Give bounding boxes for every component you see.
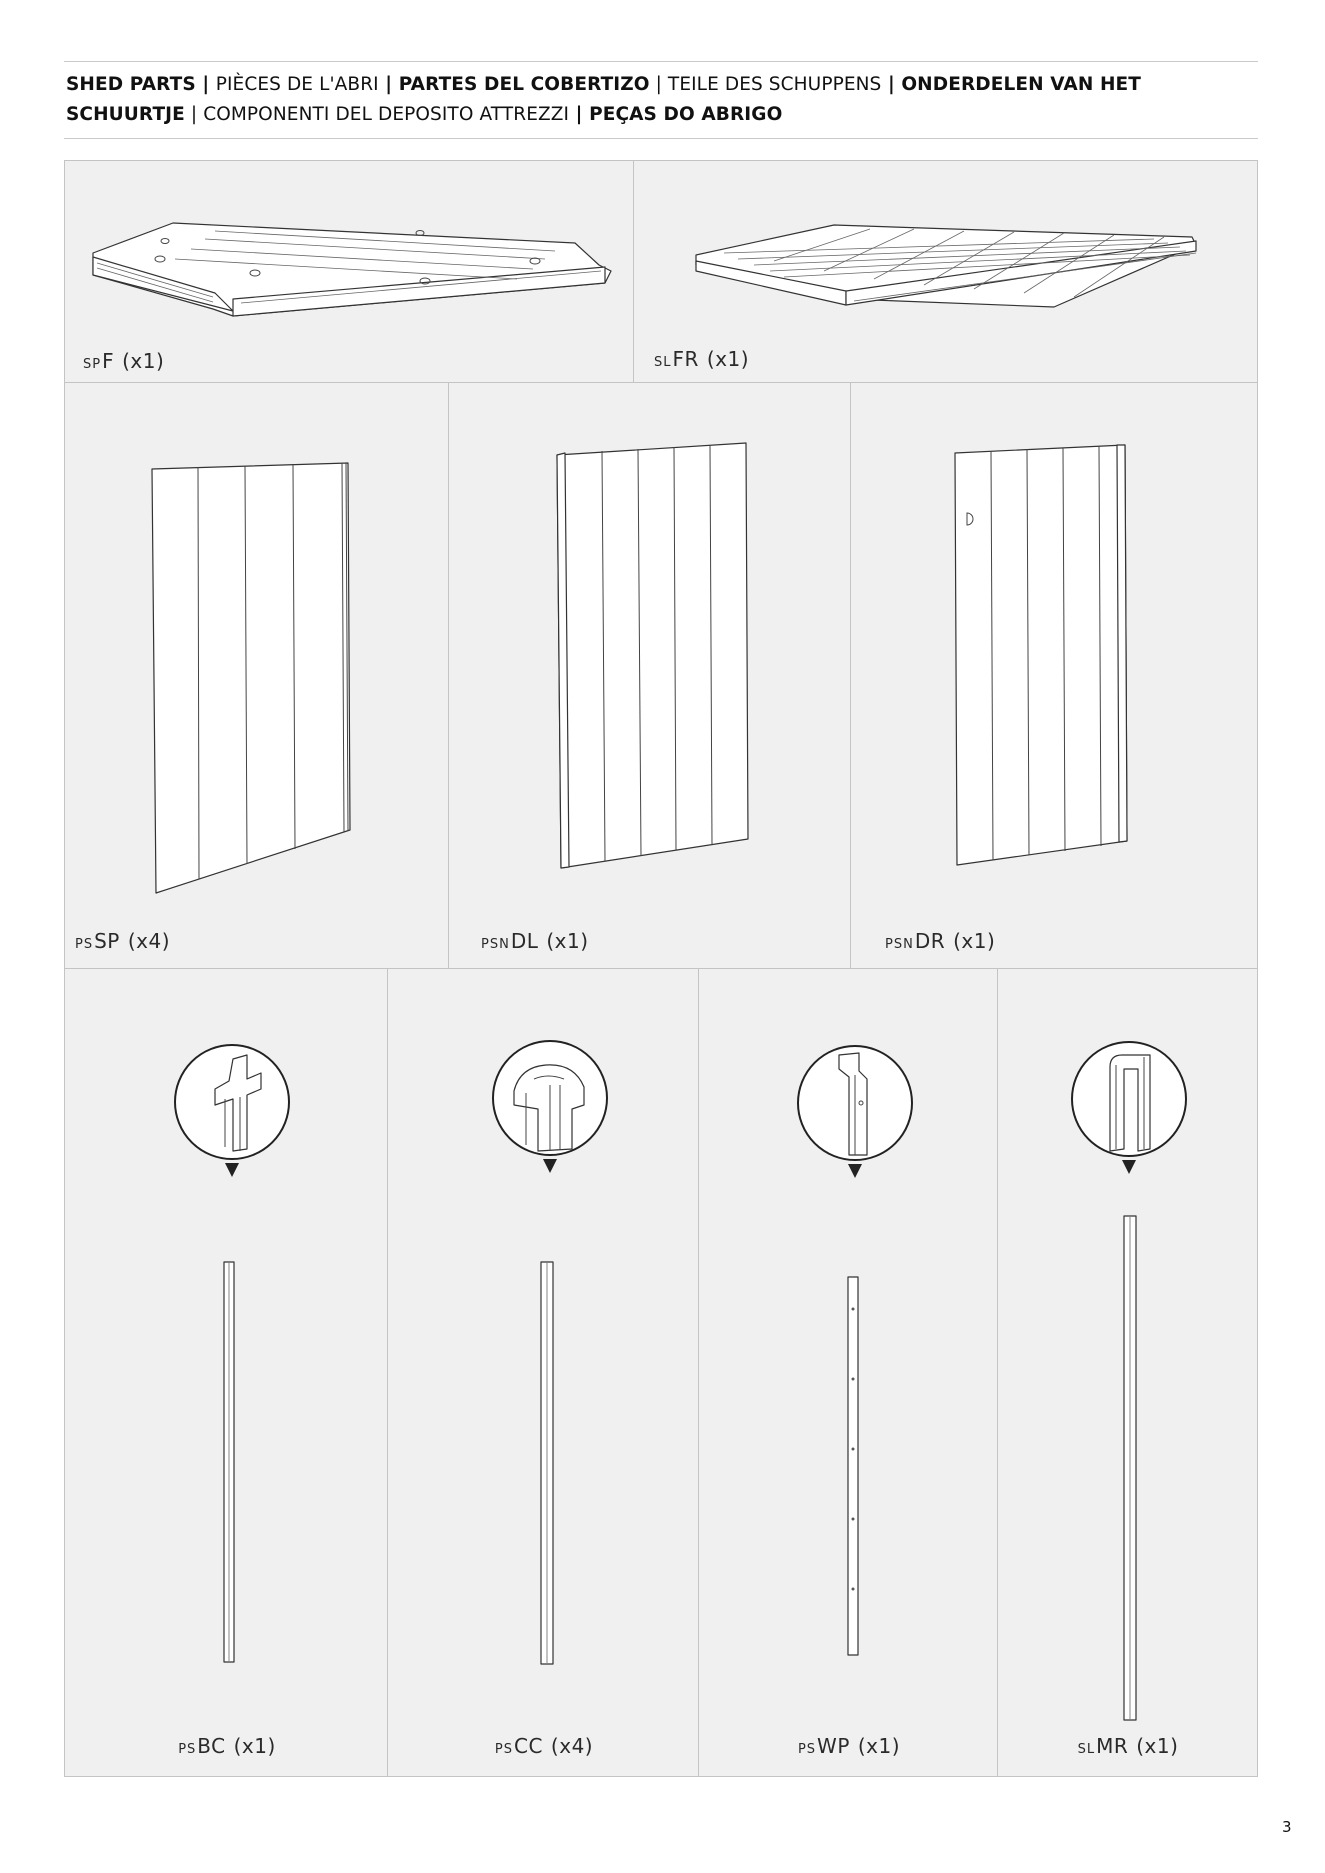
part-cell-back-column xyxy=(64,968,388,1777)
header-segment: | xyxy=(378,74,399,95)
part-label-prefix: PSN xyxy=(481,937,510,952)
part-label-prefix: PS xyxy=(75,937,94,952)
page-header xyxy=(66,70,1260,130)
part-label-qty: (x1) xyxy=(857,1734,901,1758)
part-cell-front-roof xyxy=(633,160,1258,383)
back-column-illustration xyxy=(65,969,389,1778)
door-left-illustration xyxy=(449,383,852,970)
part-label-code: F xyxy=(102,349,115,373)
part-label-code: FR xyxy=(672,347,699,371)
header-segment: | xyxy=(881,74,902,95)
part-label-qty: (x1) xyxy=(546,929,589,953)
part-cell-corner-column xyxy=(387,968,699,1777)
part-label-code: BC xyxy=(197,1734,226,1758)
door-right-illustration xyxy=(851,383,1259,970)
header-segment: TEILE DES SCHUPPENS xyxy=(667,74,882,95)
part-label-code: DR xyxy=(914,929,946,953)
header-segment: COMPONENTI DEL DEPOSITO ATTREZZI xyxy=(203,104,570,125)
part-label-prefix: SL xyxy=(1077,1742,1096,1757)
part-label-qty: (x1) xyxy=(953,929,996,953)
part-label-code: MR xyxy=(1096,1734,1129,1758)
part-label-corner-column xyxy=(495,1734,593,1758)
part-label-wall-profile xyxy=(798,1734,900,1758)
part-label-qty: (x1) xyxy=(233,1734,276,1758)
header-segment: | xyxy=(649,74,668,95)
part-cell-door-right xyxy=(850,382,1258,969)
part-label-code: DL xyxy=(510,929,539,953)
part-cell-side-panel xyxy=(64,382,449,969)
part-label-code: SP xyxy=(94,929,120,953)
part-label-middle-rail xyxy=(1078,1734,1179,1758)
part-cell-door-left xyxy=(448,382,851,969)
header-segment: PARTES DEL COBERTIZO xyxy=(398,74,650,95)
header-segment: | xyxy=(195,74,216,95)
middle-rail-illustration xyxy=(998,969,1259,1778)
part-label-prefix: PSN xyxy=(885,937,914,952)
part-label-qty: (x1) xyxy=(122,349,165,373)
part-label-prefix: PS xyxy=(494,1742,513,1757)
part-label-back-column xyxy=(178,1734,276,1758)
part-label-floor xyxy=(83,349,164,373)
header-segment: SHED PARTS xyxy=(66,74,196,95)
part-label-side-panel xyxy=(75,929,170,953)
part-label-qty: (x1) xyxy=(1136,1734,1179,1758)
header-segment: | xyxy=(569,104,590,125)
part-label-qty: (x4) xyxy=(127,929,171,953)
part-label-door-left xyxy=(481,929,589,953)
wall-profile-illustration xyxy=(699,969,999,1778)
side-panel-illustration xyxy=(65,383,450,970)
part-label-prefix: SL xyxy=(654,355,672,370)
part-label-prefix: PS xyxy=(797,1742,817,1757)
part-label-code: WP xyxy=(817,1734,850,1758)
part-label-qty: (x1) xyxy=(706,347,750,371)
part-label-prefix: SP xyxy=(83,357,102,372)
part-label-door-right xyxy=(885,929,995,953)
part-label-front-roof xyxy=(654,347,749,371)
parts-grid xyxy=(64,160,1258,1777)
header-segment: ONDERDELEN VAN HET SCHUURTJE xyxy=(66,74,1141,125)
header-top-rule xyxy=(64,61,1258,62)
header-segment: PEÇAS DO ABRIGO xyxy=(589,104,783,125)
header-bottom-rule xyxy=(64,138,1258,139)
part-cell-floor xyxy=(64,160,634,383)
header-segment: PIÈCES DE L'ABRI xyxy=(215,74,379,95)
corner-column-illustration xyxy=(388,969,700,1778)
part-label-code: CC xyxy=(513,1734,543,1758)
part-cell-middle-rail xyxy=(997,968,1258,1777)
part-label-prefix: PS xyxy=(178,1742,197,1757)
page-number: 3 xyxy=(1282,1818,1292,1836)
part-cell-wall-profile xyxy=(698,968,998,1777)
part-label-qty: (x4) xyxy=(550,1734,594,1758)
header-segment: | xyxy=(184,104,204,125)
